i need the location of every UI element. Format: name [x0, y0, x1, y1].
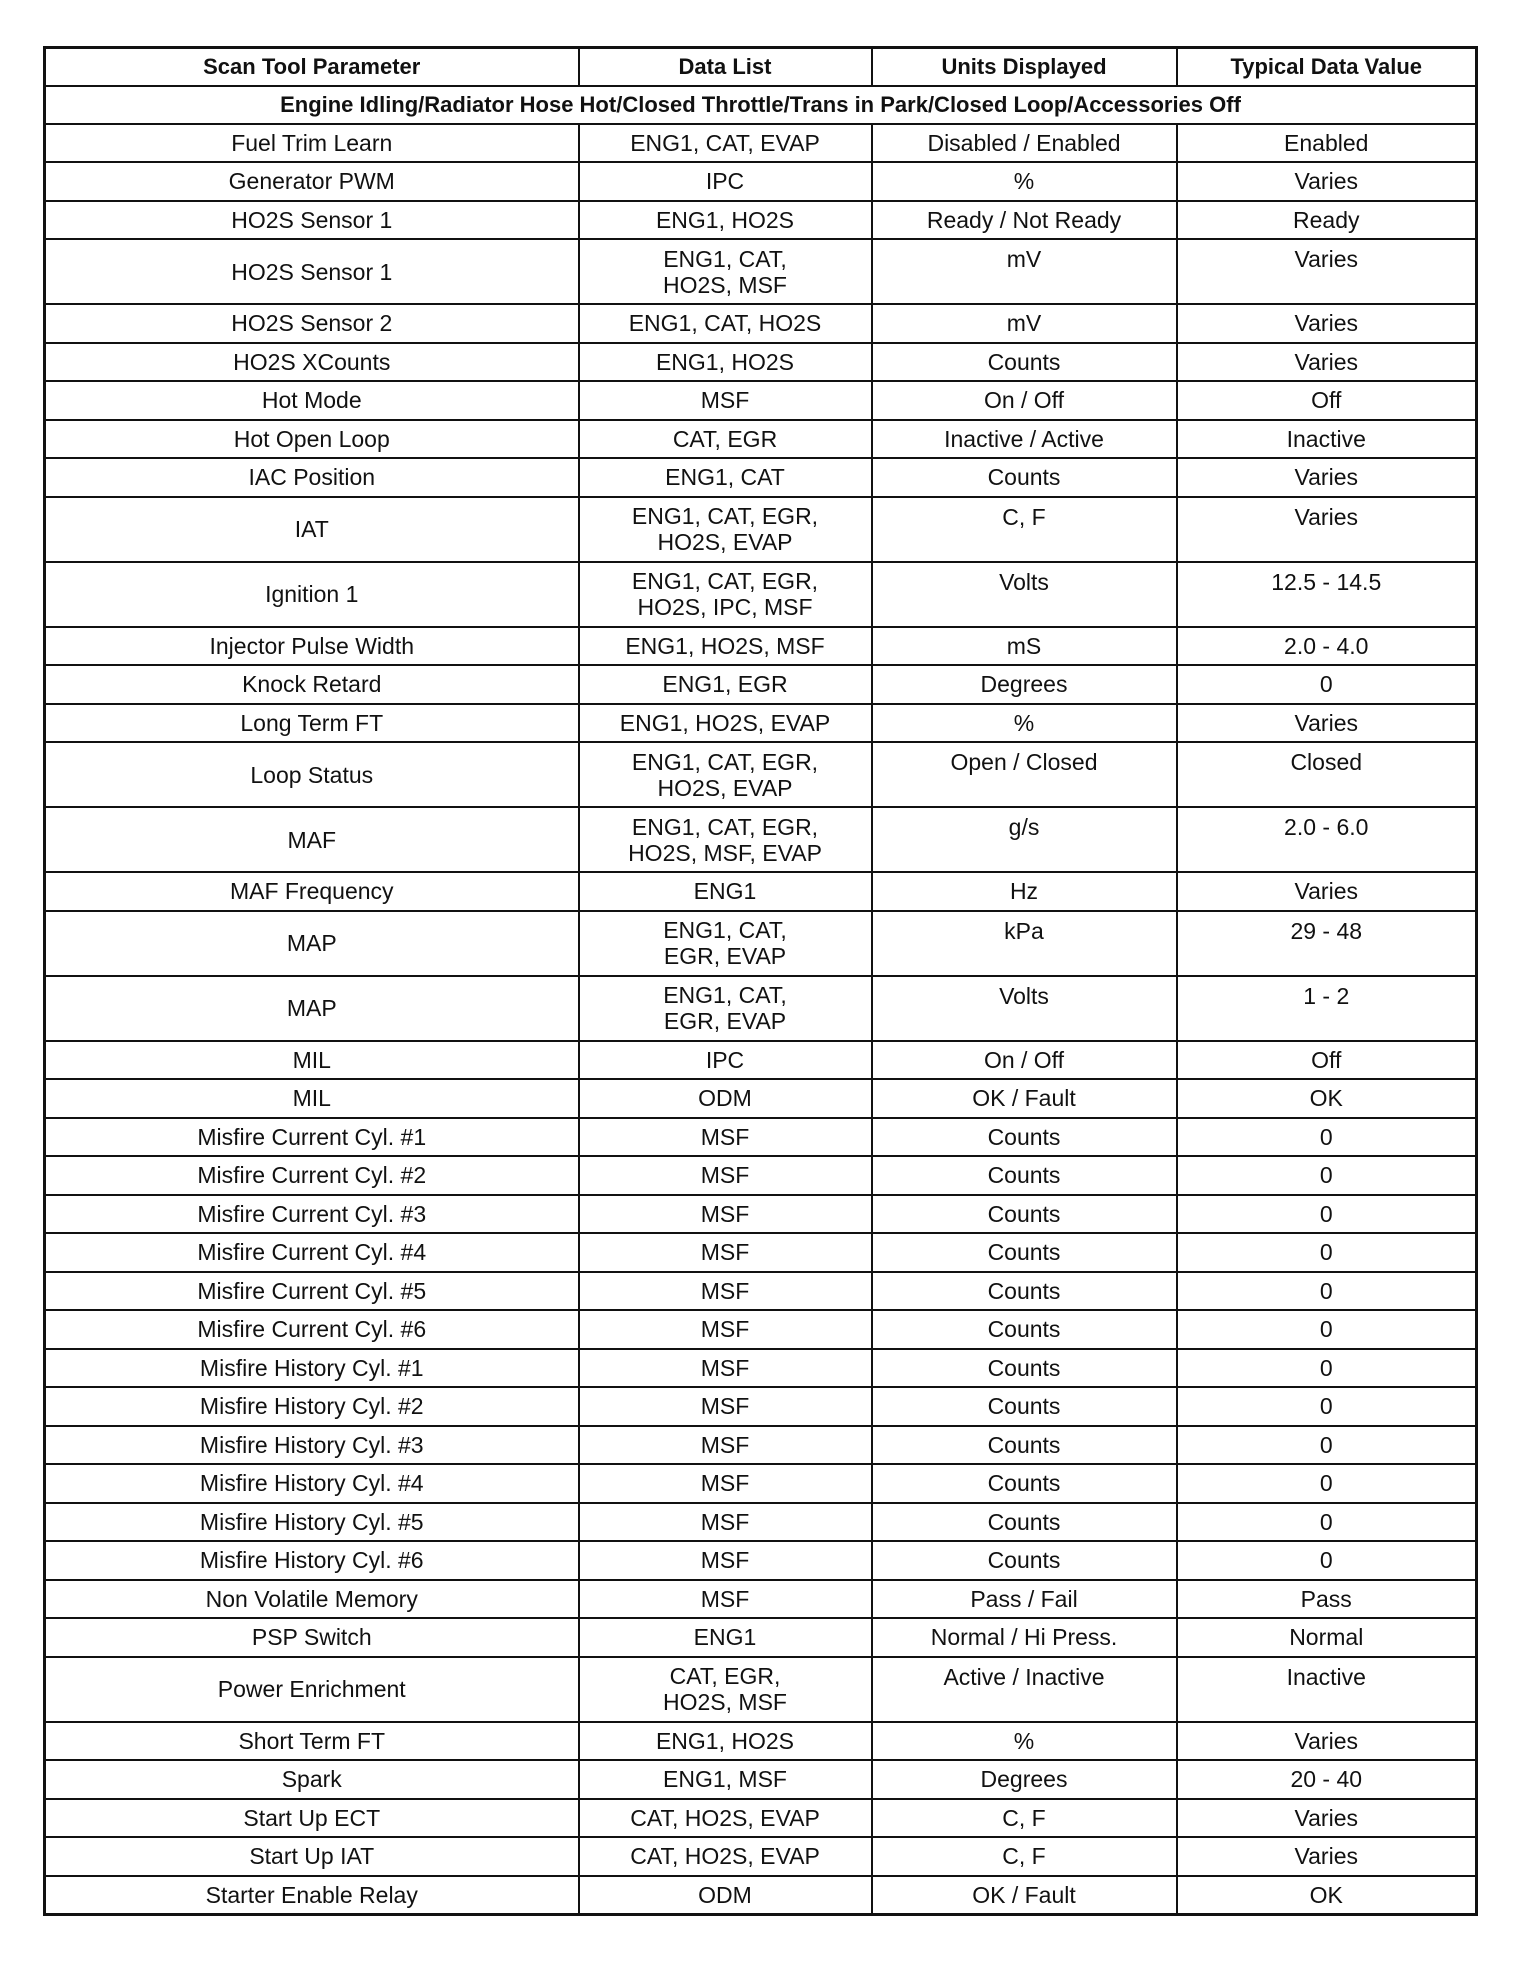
parameter-cell: Knock Retard: [45, 665, 579, 704]
data-list-cell: MSF: [579, 1541, 872, 1580]
header-units-displayed: Units Displayed: [872, 48, 1177, 86]
typical-value-cell: 0: [1177, 1233, 1477, 1272]
data-list-cell: MSF: [579, 1272, 872, 1311]
typical-value-cell: 29 - 48: [1177, 911, 1477, 976]
parameter-cell: Misfire History Cyl. #3: [45, 1426, 579, 1465]
typical-value-cell: Varies: [1177, 1837, 1477, 1876]
units-cell: Degrees: [872, 1760, 1177, 1799]
data-list-cell: MSF: [579, 1310, 872, 1349]
units-cell: C, F: [872, 1837, 1177, 1876]
parameter-cell: Spark: [45, 1760, 579, 1799]
data-list-cell: MSF: [579, 1118, 872, 1157]
data-list-cell: ENG1, CAT, EGR, EVAP: [579, 911, 872, 976]
parameter-cell: Misfire History Cyl. #5: [45, 1503, 579, 1542]
table-row: [45, 239, 1477, 304]
parameter-cell: Misfire History Cyl. #1: [45, 1349, 579, 1388]
table-row: [45, 1079, 1477, 1118]
data-list-cell: MSF: [579, 1503, 872, 1542]
table-row: [45, 124, 1477, 163]
typical-value-cell: Varies: [1177, 1722, 1477, 1761]
table-row: [45, 1310, 1477, 1349]
units-cell: Volts: [872, 976, 1177, 1041]
typical-value-cell: 0: [1177, 1310, 1477, 1349]
units-cell: Degrees: [872, 665, 1177, 704]
data-list-cell: IPC: [579, 1041, 872, 1080]
typical-value-cell: 0: [1177, 1195, 1477, 1234]
units-cell: Counts: [872, 1541, 1177, 1580]
data-list-cell: ENG1, MSF: [579, 1760, 872, 1799]
table-row: [45, 1272, 1477, 1311]
data-list-cell: MSF: [579, 1349, 872, 1388]
units-cell: Open / Closed: [872, 742, 1177, 807]
data-list-cell: ENG1, CAT, EGR, HO2S, IPC, MSF: [579, 562, 872, 627]
parameter-cell: Misfire Current Cyl. #5: [45, 1272, 579, 1311]
typical-value-cell: 0: [1177, 1541, 1477, 1580]
data-list-cell: ENG1: [579, 872, 872, 911]
data-list-cell: MSF: [579, 381, 872, 420]
parameter-cell: Power Enrichment: [45, 1657, 579, 1722]
units-cell: %: [872, 162, 1177, 201]
parameter-cell: Injector Pulse Width: [45, 627, 579, 666]
typical-value-cell: Varies: [1177, 497, 1477, 562]
table-row: [45, 1118, 1477, 1157]
table-row: [45, 1195, 1477, 1234]
typical-value-cell: Inactive: [1177, 1657, 1477, 1722]
parameter-cell: HO2S Sensor 1: [45, 239, 579, 304]
parameter-cell: MAP: [45, 911, 579, 976]
parameter-cell: IAC Position: [45, 458, 579, 497]
table-row: [45, 627, 1477, 666]
parameter-cell: Loop Status: [45, 742, 579, 807]
table-row: [45, 1722, 1477, 1761]
table-row: [45, 704, 1477, 743]
table-row: [45, 420, 1477, 459]
parameter-cell: Start Up ECT: [45, 1799, 579, 1838]
parameter-cell: Misfire Current Cyl. #2: [45, 1156, 579, 1195]
units-cell: Hz: [872, 872, 1177, 911]
data-list-cell: ENG1, HO2S: [579, 201, 872, 240]
table-row: [45, 1837, 1477, 1876]
typical-value-cell: OK: [1177, 1876, 1477, 1915]
typical-value-cell: 0: [1177, 1118, 1477, 1157]
typical-value-cell: Inactive: [1177, 420, 1477, 459]
table-row: [45, 1657, 1477, 1722]
typical-value-cell: 0: [1177, 665, 1477, 704]
units-cell: Counts: [872, 1272, 1177, 1311]
data-list-cell: ENG1, CAT, EGR, EVAP: [579, 976, 872, 1041]
typical-value-cell: Varies: [1177, 162, 1477, 201]
data-list-cell: CAT, EGR: [579, 420, 872, 459]
parameter-cell: MAF Frequency: [45, 872, 579, 911]
table-row: [45, 562, 1477, 627]
table-row: [45, 497, 1477, 562]
parameter-cell: Starter Enable Relay: [45, 1876, 579, 1915]
data-list-cell: ENG1, CAT, EGR, HO2S, EVAP: [579, 497, 872, 562]
typical-value-cell: 0: [1177, 1426, 1477, 1465]
data-list-cell: ENG1, HO2S, EVAP: [579, 704, 872, 743]
table-row: [45, 458, 1477, 497]
table-row: [45, 304, 1477, 343]
data-list-cell: ENG1, CAT, EGR, HO2S, EVAP: [579, 742, 872, 807]
typical-value-cell: 1 - 2: [1177, 976, 1477, 1041]
header-data-list: Data List: [579, 48, 872, 86]
table-body: [45, 86, 1477, 1915]
typical-value-cell: 12.5 - 14.5: [1177, 562, 1477, 627]
units-cell: Counts: [872, 1310, 1177, 1349]
data-list-cell: CAT, HO2S, EVAP: [579, 1799, 872, 1838]
units-cell: Counts: [872, 1195, 1177, 1234]
typical-value-cell: OK: [1177, 1079, 1477, 1118]
units-cell: Counts: [872, 1118, 1177, 1157]
units-cell: C, F: [872, 497, 1177, 562]
table-row: [45, 1541, 1477, 1580]
data-list-cell: ENG1, HO2S, MSF: [579, 627, 872, 666]
parameter-cell: Misfire Current Cyl. #1: [45, 1118, 579, 1157]
table-row: [45, 665, 1477, 704]
header-typical-data-value: Typical Data Value: [1177, 48, 1477, 86]
table-row: [45, 1233, 1477, 1272]
data-list-cell: MSF: [579, 1156, 872, 1195]
typical-value-cell: Pass: [1177, 1580, 1477, 1619]
scan-tool-data-table: [43, 46, 1478, 1916]
units-cell: mS: [872, 627, 1177, 666]
units-cell: Counts: [872, 1503, 1177, 1542]
data-list-cell: MSF: [579, 1464, 872, 1503]
units-cell: Counts: [872, 343, 1177, 382]
table-row: [45, 1580, 1477, 1619]
section-title: Engine Idling/Radiator Hose Hot/Closed Throttle/Trans in Park/Closed Loop/Accessories Off: [45, 86, 1477, 124]
parameter-cell: Misfire Current Cyl. #4: [45, 1233, 579, 1272]
data-list-cell: MSF: [579, 1426, 872, 1465]
parameter-cell: Hot Open Loop: [45, 420, 579, 459]
scan-tool-data-document: [43, 46, 1475, 1916]
table-row: [45, 381, 1477, 420]
data-list-cell: ENG1, CAT, HO2S: [579, 304, 872, 343]
section-row: [45, 86, 1477, 124]
table-row: [45, 1760, 1477, 1799]
typical-value-cell: Varies: [1177, 1799, 1477, 1838]
units-cell: %: [872, 704, 1177, 743]
parameter-cell: Generator PWM: [45, 162, 579, 201]
data-list-cell: CAT, EGR, HO2S, MSF: [579, 1657, 872, 1722]
units-cell: Normal / Hi Press.: [872, 1618, 1177, 1657]
parameter-cell: Fuel Trim Learn: [45, 124, 579, 163]
parameter-cell: Misfire Current Cyl. #3: [45, 1195, 579, 1234]
parameter-cell: MAP: [45, 976, 579, 1041]
units-cell: Counts: [872, 1233, 1177, 1272]
parameter-cell: Misfire Current Cyl. #6: [45, 1310, 579, 1349]
typical-value-cell: Varies: [1177, 458, 1477, 497]
typical-value-cell: Varies: [1177, 343, 1477, 382]
units-cell: Counts: [872, 1349, 1177, 1388]
data-list-cell: ENG1, CAT, EVAP: [579, 124, 872, 163]
typical-value-cell: 0: [1177, 1272, 1477, 1311]
parameter-cell: Hot Mode: [45, 381, 579, 420]
parameter-cell: Long Term FT: [45, 704, 579, 743]
parameter-cell: PSP Switch: [45, 1618, 579, 1657]
units-cell: Counts: [872, 1464, 1177, 1503]
parameter-cell: Misfire History Cyl. #2: [45, 1387, 579, 1426]
data-list-cell: ODM: [579, 1876, 872, 1915]
parameter-cell: IAT: [45, 497, 579, 562]
table-row: [45, 976, 1477, 1041]
data-list-cell: CAT, HO2S, EVAP: [579, 1837, 872, 1876]
typical-value-cell: 0: [1177, 1464, 1477, 1503]
typical-value-cell: Off: [1177, 381, 1477, 420]
typical-value-cell: Ready: [1177, 201, 1477, 240]
typical-value-cell: 0: [1177, 1503, 1477, 1542]
units-cell: mV: [872, 304, 1177, 343]
parameter-cell: Start Up IAT: [45, 1837, 579, 1876]
typical-value-cell: 0: [1177, 1387, 1477, 1426]
units-cell: On / Off: [872, 1041, 1177, 1080]
table-row: [45, 911, 1477, 976]
typical-value-cell: 0: [1177, 1156, 1477, 1195]
typical-value-cell: 2.0 - 4.0: [1177, 627, 1477, 666]
typical-value-cell: 20 - 40: [1177, 1760, 1477, 1799]
table-row: [45, 807, 1477, 872]
units-cell: Counts: [872, 1426, 1177, 1465]
table-row: [45, 1618, 1477, 1657]
parameter-cell: HO2S Sensor 2: [45, 304, 579, 343]
table-row: [45, 1156, 1477, 1195]
table-row: [45, 1426, 1477, 1465]
units-cell: On / Off: [872, 381, 1177, 420]
data-list-cell: MSF: [579, 1387, 872, 1426]
data-list-cell: MSF: [579, 1233, 872, 1272]
table-row: [45, 343, 1477, 382]
table-row: [45, 742, 1477, 807]
parameter-cell: MIL: [45, 1079, 579, 1118]
data-list-cell: ENG1, HO2S: [579, 1722, 872, 1761]
typical-value-cell: 2.0 - 6.0: [1177, 807, 1477, 872]
data-list-cell: MSF: [579, 1195, 872, 1234]
units-cell: %: [872, 1722, 1177, 1761]
data-list-cell: ENG1, CAT, EGR, HO2S, MSF, EVAP: [579, 807, 872, 872]
units-cell: Disabled / Enabled: [872, 124, 1177, 163]
units-cell: Counts: [872, 458, 1177, 497]
units-cell: Ready / Not Ready: [872, 201, 1177, 240]
typical-value-cell: Normal: [1177, 1618, 1477, 1657]
units-cell: g/s: [872, 807, 1177, 872]
data-list-cell: ENG1, CAT: [579, 458, 872, 497]
table-row: [45, 1503, 1477, 1542]
units-cell: C, F: [872, 1799, 1177, 1838]
units-cell: mV: [872, 239, 1177, 304]
parameter-cell: Short Term FT: [45, 1722, 579, 1761]
data-list-cell: ENG1: [579, 1618, 872, 1657]
data-list-cell: ODM: [579, 1079, 872, 1118]
table-row: [45, 1876, 1477, 1915]
units-cell: OK / Fault: [872, 1079, 1177, 1118]
typical-value-cell: 0: [1177, 1349, 1477, 1388]
units-cell: Counts: [872, 1387, 1177, 1426]
table-row: [45, 1349, 1477, 1388]
typical-value-cell: Closed: [1177, 742, 1477, 807]
parameter-cell: Misfire History Cyl. #6: [45, 1541, 579, 1580]
table-row: [45, 1799, 1477, 1838]
data-list-cell: ENG1, EGR: [579, 665, 872, 704]
parameter-cell: Non Volatile Memory: [45, 1580, 579, 1619]
parameter-cell: MAF: [45, 807, 579, 872]
units-cell: Active / Inactive: [872, 1657, 1177, 1722]
units-cell: Inactive / Active: [872, 420, 1177, 459]
table-row: [45, 1041, 1477, 1080]
data-list-cell: ENG1, HO2S: [579, 343, 872, 382]
parameter-cell: MIL: [45, 1041, 579, 1080]
data-list-cell: IPC: [579, 162, 872, 201]
parameter-cell: HO2S Sensor 1: [45, 201, 579, 240]
typical-value-cell: Varies: [1177, 239, 1477, 304]
header-row: [45, 48, 1477, 86]
units-cell: Pass / Fail: [872, 1580, 1177, 1619]
table-row: [45, 872, 1477, 911]
data-list-cell: MSF: [579, 1580, 872, 1619]
typical-value-cell: Off: [1177, 1041, 1477, 1080]
table-row: [45, 162, 1477, 201]
parameter-cell: HO2S XCounts: [45, 343, 579, 382]
parameter-cell: Misfire History Cyl. #4: [45, 1464, 579, 1503]
typical-value-cell: Varies: [1177, 304, 1477, 343]
units-cell: OK / Fault: [872, 1876, 1177, 1915]
typical-value-cell: Varies: [1177, 704, 1477, 743]
units-cell: kPa: [872, 911, 1177, 976]
table-row: [45, 201, 1477, 240]
units-cell: Volts: [872, 562, 1177, 627]
typical-value-cell: Enabled: [1177, 124, 1477, 163]
table-row: [45, 1387, 1477, 1426]
table-row: [45, 1464, 1477, 1503]
header-scan-tool-parameter: Scan Tool Parameter: [45, 48, 579, 86]
parameter-cell: Ignition 1: [45, 562, 579, 627]
typical-value-cell: Varies: [1177, 872, 1477, 911]
units-cell: Counts: [872, 1156, 1177, 1195]
data-list-cell: ENG1, CAT, HO2S, MSF: [579, 239, 872, 304]
